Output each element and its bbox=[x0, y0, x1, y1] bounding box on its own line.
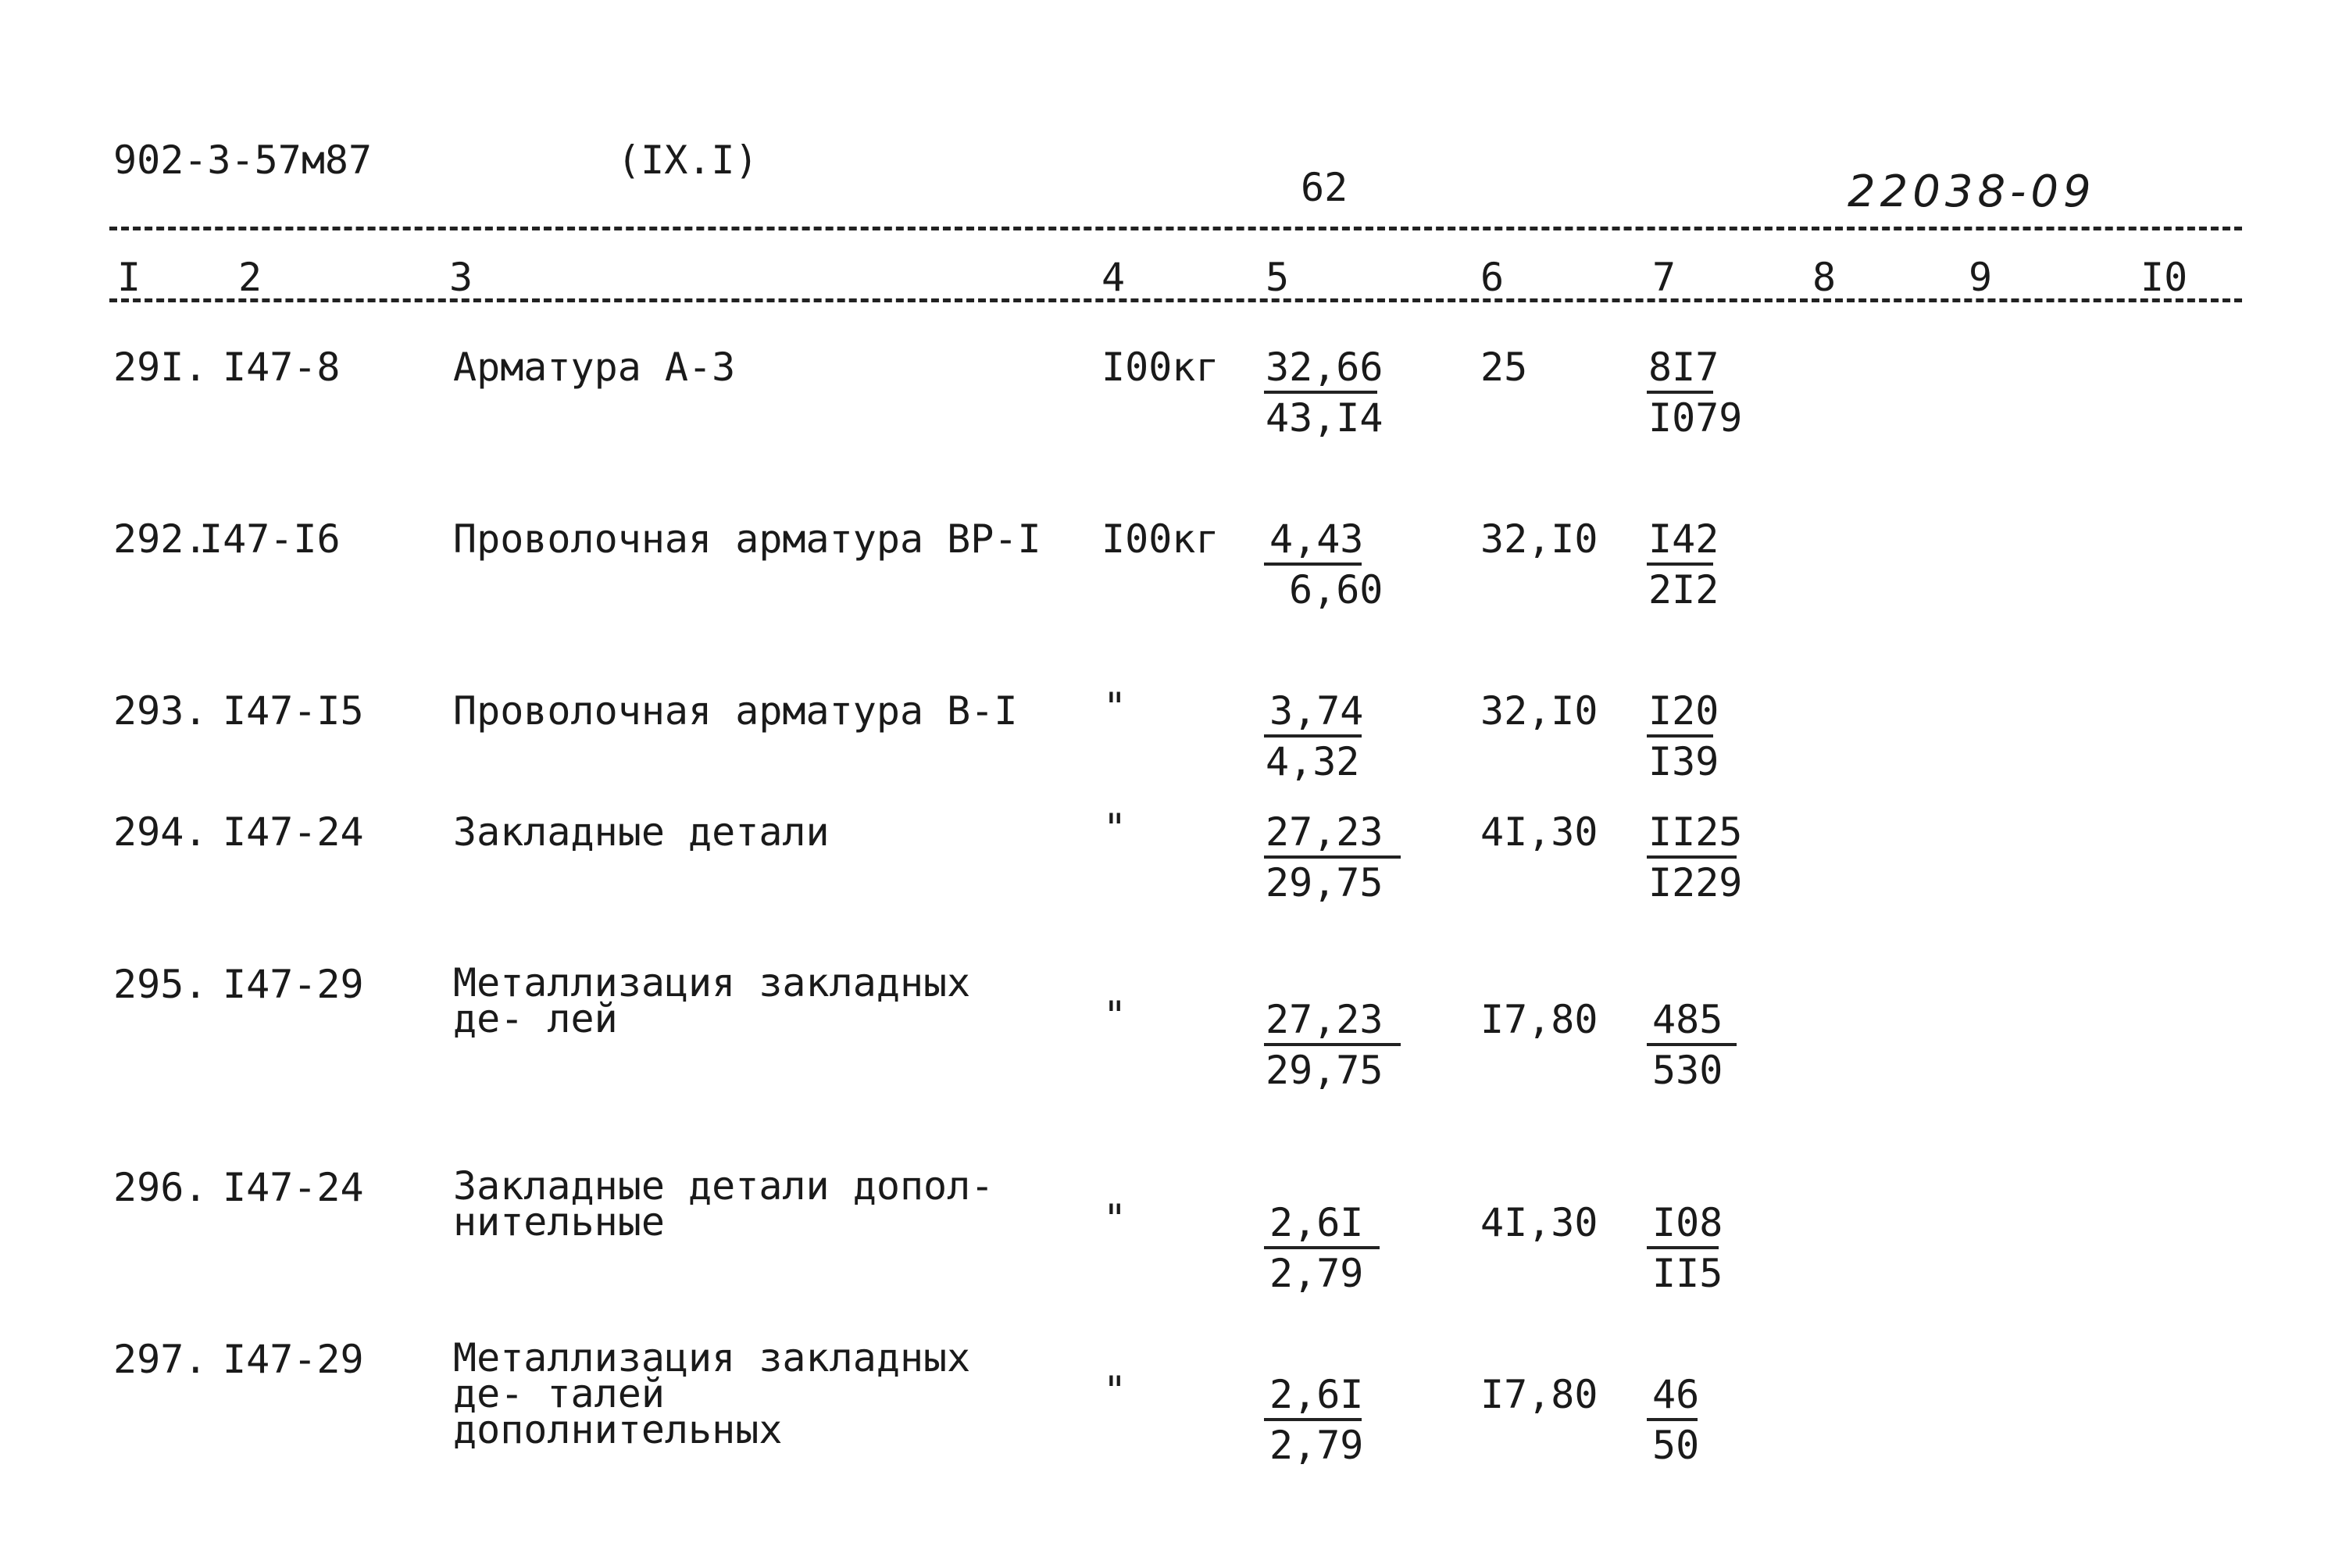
row-col6: 25 bbox=[1480, 345, 1528, 390]
row-col6: I7,80 bbox=[1480, 1372, 1598, 1417]
row-value-bottom: 43,I4 bbox=[1266, 395, 1384, 441]
row-code: I47-8 bbox=[223, 345, 341, 390]
row-number: 297. bbox=[113, 1337, 208, 1382]
row-value-bottom: 6,60 bbox=[1289, 567, 1384, 613]
fraction-line bbox=[1647, 391, 1713, 394]
row-col7-bottom: 2I2 bbox=[1648, 567, 1719, 613]
row-code: I47-29 bbox=[223, 1337, 364, 1382]
row-number: 296. bbox=[113, 1165, 208, 1210]
fraction-line bbox=[1647, 855, 1737, 859]
column-number: 2 bbox=[238, 255, 262, 300]
row-value-top: 2,6I bbox=[1269, 1372, 1364, 1417]
column-number: 3 bbox=[449, 255, 473, 300]
row-col7-bottom: I39 bbox=[1648, 739, 1719, 784]
row-col6: I7,80 bbox=[1480, 997, 1598, 1042]
row-number: 292. bbox=[113, 516, 208, 562]
fraction-line bbox=[1647, 1246, 1719, 1249]
row-col7-bottom: I079 bbox=[1648, 395, 1743, 441]
row-value-bottom: 29,75 bbox=[1266, 860, 1384, 905]
row-col7-top: I42 bbox=[1648, 516, 1719, 562]
row-value-bottom: 2,79 bbox=[1269, 1251, 1364, 1296]
stamp-number: 22038-09 bbox=[1848, 166, 2096, 217]
fraction-line bbox=[1647, 1418, 1698, 1421]
fraction-line bbox=[1264, 1418, 1362, 1421]
section-label: (IX.I) bbox=[617, 138, 759, 183]
header-divider bbox=[109, 227, 2242, 230]
row-code: I47-24 bbox=[223, 1165, 364, 1210]
row-col7-bottom: I229 bbox=[1648, 860, 1743, 905]
row-name: Проволочная арматура В-I bbox=[453, 688, 1018, 734]
row-col7-top: II25 bbox=[1648, 809, 1743, 855]
row-code: I47-29 bbox=[223, 962, 364, 1007]
row-col7-top: 485 bbox=[1652, 997, 1723, 1042]
column-number: 5 bbox=[1266, 255, 1290, 300]
column-number: 8 bbox=[1812, 255, 1837, 300]
row-value-bottom: 2,79 bbox=[1269, 1423, 1364, 1468]
fraction-line bbox=[1264, 855, 1401, 859]
row-number: 293. bbox=[113, 688, 208, 734]
row-name: Закладные детали bbox=[453, 809, 830, 855]
row-col6: 32,I0 bbox=[1480, 688, 1598, 734]
row-col7-top: I20 bbox=[1648, 688, 1719, 734]
row-number: 29I. bbox=[113, 345, 208, 390]
row-name: Металлизация закладных де- талей дополнительных bbox=[453, 1335, 971, 1452]
doc-code: 902-3-57м87 bbox=[113, 138, 373, 183]
column-number: 6 bbox=[1480, 255, 1505, 300]
row-code: I47-I6 bbox=[199, 516, 341, 562]
row-value-top: 4,43 bbox=[1269, 516, 1364, 562]
row-name: Закладные детали допол- нительные bbox=[453, 1163, 994, 1245]
column-number: I0 bbox=[2140, 255, 2188, 300]
row-code: I47-24 bbox=[223, 809, 364, 855]
row-col7-top: 46 bbox=[1652, 1372, 1700, 1417]
row-value-bottom: 4,32 bbox=[1266, 739, 1360, 784]
row-col6: 4I,30 bbox=[1480, 1200, 1598, 1245]
row-unit: " bbox=[1103, 805, 1127, 851]
fraction-line bbox=[1647, 563, 1713, 566]
column-number: 4 bbox=[1101, 255, 1126, 300]
row-unit: " bbox=[1103, 1196, 1127, 1241]
row-col7-bottom: 50 bbox=[1652, 1423, 1700, 1468]
row-value-top: 32,66 bbox=[1266, 345, 1384, 390]
row-value-top: 2,6I bbox=[1269, 1200, 1364, 1245]
row-name: Металлизация закладных де- лей bbox=[453, 960, 971, 1041]
row-value-top: 27,23 bbox=[1266, 809, 1384, 855]
row-unit: I00кг bbox=[1101, 345, 1219, 390]
row-col6: 32,I0 bbox=[1480, 516, 1598, 562]
fraction-line bbox=[1647, 1043, 1737, 1046]
column-number: I bbox=[117, 255, 141, 300]
row-unit: " bbox=[1103, 1368, 1127, 1413]
fraction-line bbox=[1264, 391, 1377, 394]
column-header-divider bbox=[109, 298, 2242, 302]
fraction-line bbox=[1264, 563, 1362, 566]
row-value-top: 3,74 bbox=[1269, 688, 1364, 734]
fraction-line bbox=[1264, 1246, 1380, 1249]
row-value-top: 27,23 bbox=[1266, 997, 1384, 1042]
column-number: 7 bbox=[1652, 255, 1676, 300]
fraction-line bbox=[1264, 734, 1362, 738]
row-col7-bottom: II5 bbox=[1652, 1251, 1723, 1296]
row-number: 294. bbox=[113, 809, 208, 855]
row-col6: 4I,30 bbox=[1480, 809, 1598, 855]
row-unit: " bbox=[1103, 993, 1127, 1038]
row-code: I47-I5 bbox=[223, 688, 364, 734]
fraction-line bbox=[1264, 1043, 1401, 1046]
row-name: Проволочная арматура ВР-I bbox=[453, 516, 1041, 562]
row-value-bottom: 29,75 bbox=[1266, 1048, 1384, 1093]
row-number: 295. bbox=[113, 962, 208, 1007]
row-unit: I00кг bbox=[1101, 516, 1219, 562]
row-col7-bottom: 530 bbox=[1652, 1048, 1723, 1093]
fraction-line bbox=[1647, 734, 1713, 738]
column-number: 9 bbox=[1969, 255, 1993, 300]
page-number: 62 bbox=[1301, 165, 1348, 210]
row-unit: " bbox=[1103, 684, 1127, 730]
row-col7-top: 8I7 bbox=[1648, 345, 1719, 390]
row-name: Арматура А-3 bbox=[453, 345, 736, 390]
row-col7-top: I08 bbox=[1652, 1200, 1723, 1245]
